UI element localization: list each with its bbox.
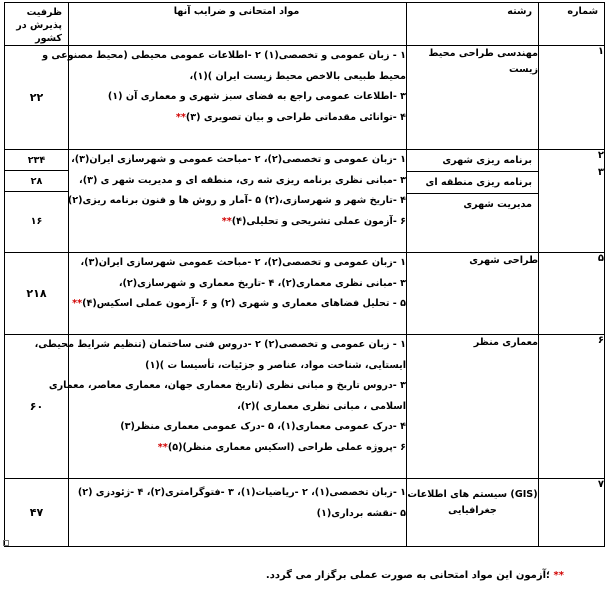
subject-line xyxy=(69,438,406,459)
table-row xyxy=(5,253,605,335)
row-field: مهندسی طراحی محیط زیست xyxy=(407,46,539,150)
capacity-value: ۱۶ xyxy=(30,215,43,227)
header-subjects: مواد امتحانی و ضرایب آنها xyxy=(69,3,407,46)
subject-line: ۴ -درک عمومی معماری(۱)، ۵ -درک عمومی معماری منظر(۳) xyxy=(120,421,406,432)
row-number: ۶ xyxy=(539,335,605,479)
capacity-value: ۲۸ xyxy=(5,171,68,192)
row-number: ۷ xyxy=(539,479,605,547)
subject-line: ۴ -تاریخ شهر و شهرسازی،(۲) ۵ -آمار و روش ها و فنون برنامه ریزی(۲) xyxy=(67,195,406,206)
subject-line: ۳ -اطلاعات عمومی راجع به فضای سبز شهری و معماری آن (۱) xyxy=(107,91,406,102)
row-subjects xyxy=(69,150,407,253)
table-row xyxy=(5,150,605,253)
subject-text: ۵ - تحلیل فضاهای معماری و شهری (۲) و ۶ -آزمون عملی اسکیس(۴) xyxy=(82,298,406,309)
row-subjects xyxy=(69,253,407,335)
subject-line: ایستایی، شناخت مواد، عناصر و جزئیات، تأسیسا ت )(۱) xyxy=(145,359,406,371)
subject-line: محیط طبیعی بالاخص محیط زیست ایران )(۱)، xyxy=(189,70,406,82)
subject-line xyxy=(69,294,406,315)
practical-exam-marker: ** xyxy=(175,111,186,123)
header-number: شماره xyxy=(539,3,605,46)
row-field: طراحی شهری xyxy=(407,253,539,335)
subject-line: ۱ -زبان عمومی و تخصصی(۲)، ۲ -مباحث عمومی و شهرسازی ایران(۳)، xyxy=(71,154,406,165)
subject-line: ۳ -دروس تاریخ و مبانی نظری (تاریخ معماری جهان، معماری معاصر، معماری xyxy=(48,380,406,391)
subject-text: ۴ -توانائی مقدماتی طراحی و بیان تصویری (۳) xyxy=(185,111,406,123)
footnote-stars: ** xyxy=(553,570,564,581)
practical-exam-marker: ** xyxy=(157,441,168,453)
row-number: ۱ xyxy=(539,46,605,150)
row-number-b: ۳ xyxy=(597,167,604,178)
field-urban-planning: برنامه ریزی شهری xyxy=(407,150,538,172)
subject-line: ۳ -مبانی نظری معماری(۲)، ۴ -تاریخ معماری و شهرسازی(۲)، xyxy=(118,277,406,289)
footnote xyxy=(266,570,564,581)
row-capacity: ۲۲ xyxy=(5,46,69,150)
capacity-value: ۲۳۴ xyxy=(5,150,68,171)
subject-line: ۱ -زبان تخصصی(۱)، ۲ -ریاضیات(۱)، ۳ -فتوگرامتری(۲)، ۴ -ژئودزی (۲) xyxy=(77,487,406,498)
table-end-marker xyxy=(3,540,9,546)
row-capacity xyxy=(5,150,69,253)
table-header-row xyxy=(5,3,605,46)
subject-text: ۶ -آزمون عملی تشریحی و تحلیلی(۴) xyxy=(231,215,406,227)
row-field: معماری منظر xyxy=(407,335,539,479)
field-regional-planning: برنامه ریزی منطقه ای xyxy=(407,172,538,194)
row-capacity: ۲۱۸ xyxy=(5,253,69,335)
table-row xyxy=(5,46,605,150)
exam-subjects-table xyxy=(4,2,605,547)
row-field: (GIS) سیستم های اطلاعات جغرافیایی xyxy=(407,479,539,547)
row-number: ۵ xyxy=(539,253,605,335)
table-row xyxy=(5,335,605,479)
subject-line: ۵ -نقشه برداری(۱) xyxy=(316,507,406,519)
row-fields xyxy=(407,150,539,253)
row-number-a: ۲ xyxy=(597,150,604,161)
field-urban-management: مدیریت شهری xyxy=(463,199,532,210)
practical-exam-marker: ** xyxy=(72,298,83,309)
table-row xyxy=(5,479,605,547)
row-capacity: ۶۰ xyxy=(5,335,69,479)
row-subjects xyxy=(42,46,407,150)
row-number xyxy=(539,150,605,253)
subject-line: ۱ - زبان عمومی و تخصصی(۱) ۲ -اطلاعات عمومی محیطی (محیط مصنوعی و xyxy=(42,50,406,61)
subject-line: اسلامی ، مبانی نظری معماری )(۲)، xyxy=(237,400,406,412)
row-subjects xyxy=(69,479,407,547)
practical-exam-marker: ** xyxy=(221,215,232,227)
subject-line xyxy=(69,212,406,233)
header-field: رشته xyxy=(407,3,539,46)
footnote-text: ؛آزمون این مواد امتحانی به صورت عملی برگزار می گردد. xyxy=(265,570,551,581)
header-capacity: ظرفیت پذیرش در کشور xyxy=(5,3,69,46)
row-capacity: ۴۷ xyxy=(5,479,69,547)
subject-line: ۳ -مبانی نظری برنامه ریزی شه ری، منطقه ای و مدیریت شهر ی (۳)، xyxy=(79,174,406,186)
subject-line xyxy=(69,108,406,129)
subject-text: ۶ -پروژه عملی طراحی (اسکیس معماری منظر)(۵) xyxy=(167,441,406,453)
subject-line: ۱ - زبان عمومی و تخصصی(۲) ۲ -دروس فنی ساختمان (تنظیم شرایط محیطی، xyxy=(34,339,406,350)
subject-line: ۱ -زبان عمومی و تخصصی(۲)، ۲ -مباحث عمومی شهرسازی ایران(۳)، xyxy=(80,257,406,268)
